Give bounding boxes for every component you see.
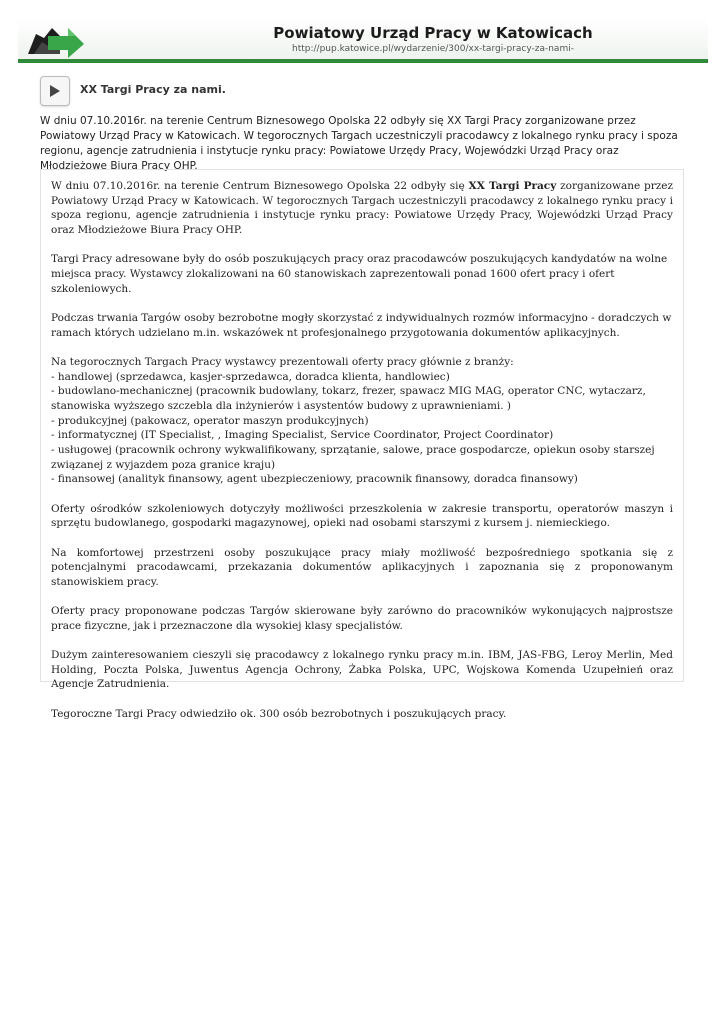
- play-icon: [49, 84, 61, 98]
- industry-list-intro: Na tegorocznych Targach Pracy wystawcy prezentowali oferty pracy głównie z branży:: [51, 355, 514, 368]
- list-item: - finansowej (analityk finansowy, agent ubezpieczeniowy, pracownik finansowy, doradca finansowy): [51, 473, 578, 486]
- green-arrow-logo-icon[interactable]: [26, 24, 86, 60]
- list-item: - handlowej (sprzedawca, kasjer-sprzedawca, doradca klienta, handlowiec): [51, 370, 450, 383]
- event-name: XX Targi Pracy: [468, 180, 557, 192]
- site-title: Powiatowy Urząd Pracy w Katowicach: [273, 24, 593, 42]
- page-url[interactable]: http://pup.katowice.pl/wydarzenie/300/xx-targi-pracy-za-nami-: [292, 44, 574, 54]
- article-title: XX Targi Pracy za nami.: [80, 83, 226, 96]
- play-button[interactable]: [40, 76, 70, 106]
- body-paragraph-7: Dużym zainteresowaniem cieszyli się pracodawcy z lokalnego rynku pracy m.in. IBM, JAS-FBG, Leroy Merlin, Med Holding, Poczta Polska, Juwentus Agencja Ochrony, Żabka Polska, UPC, Wojskowa Komenda Uzupełnień oraz Agencje Zatrudnienia.: [51, 649, 673, 691]
- list-item: - informatycznej (IT Specialist, , Imaging Specialist, Service Coordinator, Project Coordinator): [51, 429, 554, 442]
- body-paragraph-1: W dniu 07.10.2016r. na terenie Centrum Biznesowego Opolska 22 odbyły się XX Targi Pracy zorganizowane przez Powiatowy Urząd Pracy w Katowicach. W tegorocznych Targach uczestniczyli pracodawcy z lokalnego rynku pracy i spoza regionu, agencje zatrudnienia i instytucje rynku pracy: Powiatowe Urzędy Pracy, Wojewódzki Urząd Pracy oraz Młodzieżowe Biura Pracy OHP.: [51, 180, 674, 237]
- body-paragraph-4: Oferty ośrodków szkoleniowych dotyczyły możliwości przeszkolenia w zakresie transportu, operatorów maszyn i sprzętu budowlanego, gospodarki magazynowej, opieki nad osobami starszymi z kursem j. niemieckiego.: [51, 502, 673, 530]
- body-paragraph-8: Tegoroczne Targi Pracy odwiedziło ok. 300 osób bezrobotnych i poszukujących pracy.: [51, 707, 507, 720]
- body-paragraph-2: Targi Pracy adresowane były do osób poszukujących pracy oraz pracodawców poszukujących kandydatów na wolne miejsca pracy. Wystawcy zlokalizowani na 60 stanowiskach zaprezentowali ponad 1600 ofert pracy i ofert szkoleniowych.: [51, 253, 668, 295]
- page-header: [18, 18, 708, 60]
- list-item: - produkcyjnej (pakowacz, operator maszyn produkcyjnych): [51, 414, 369, 427]
- article-lead: W dniu 07.10.2016r. na terenie Centrum Biznesowego Opolska 22 odbyły się XX Targi Pracy zorganizowane przez Powiatowy Urząd Pracy w Katowicach. W tegorocznych Targach uczestniczyli pracodawcy z lokalnego rynku pracy i spoza regionu, agencje zatrudnienia i instytucje rynku pracy: Powiatowe Urzędy Pracy, Wojewódzki Urząd Pracy oraz Młodzieżowe Biura Pracy OHP.: [40, 115, 678, 172]
- list-item: - usługowej (pracownik ochrony wykwalifikowany, sprzątanie, salowe, prace gospodarcze, opiekun osoby starszej związanej z wyjazdem poza granice kraju): [51, 444, 655, 471]
- body-paragraph-6: Oferty pracy proponowane podczas Targów skierowane były zarówno do pracowników wykonujących najprostsze prace fizyczne, jak i przeznaczone dla wysokiej klasy specjalistów.: [51, 605, 673, 632]
- header-divider: [18, 59, 708, 63]
- article-header: [40, 76, 690, 106]
- list-item: - budowlano-mechanicznej (pracownik budowlany, tokarz, frezer, spawacz MIG MAG, operator CNC, wytaczarz, stanowiska wyższego szczebla dla inżynierów i asystentów budowy z uprawnieniami. ): [51, 385, 646, 412]
- body-paragraph-5: Na komfortowej przestrzeni osoby poszukujące pracy miały możliwość bezpośredniego spotkania się z potencjalnymi pracodawcami, przekazania dokumentów aplikacyjnych i zapoznania się z proponowanym stanowiskiem pracy.: [51, 546, 673, 588]
- body-paragraph-3: Podczas trwania Targów osoby bezrobotne mogły skorzystać z indywidualnych rozmów informacyjno - doradczych w ramach których udzielano m.in. wskazówek nt profesjonalnego przygotowania dokumentów aplikacyjnych.: [51, 311, 672, 339]
- industry-list: [51, 370, 673, 488]
- article-body: [40, 169, 684, 720]
